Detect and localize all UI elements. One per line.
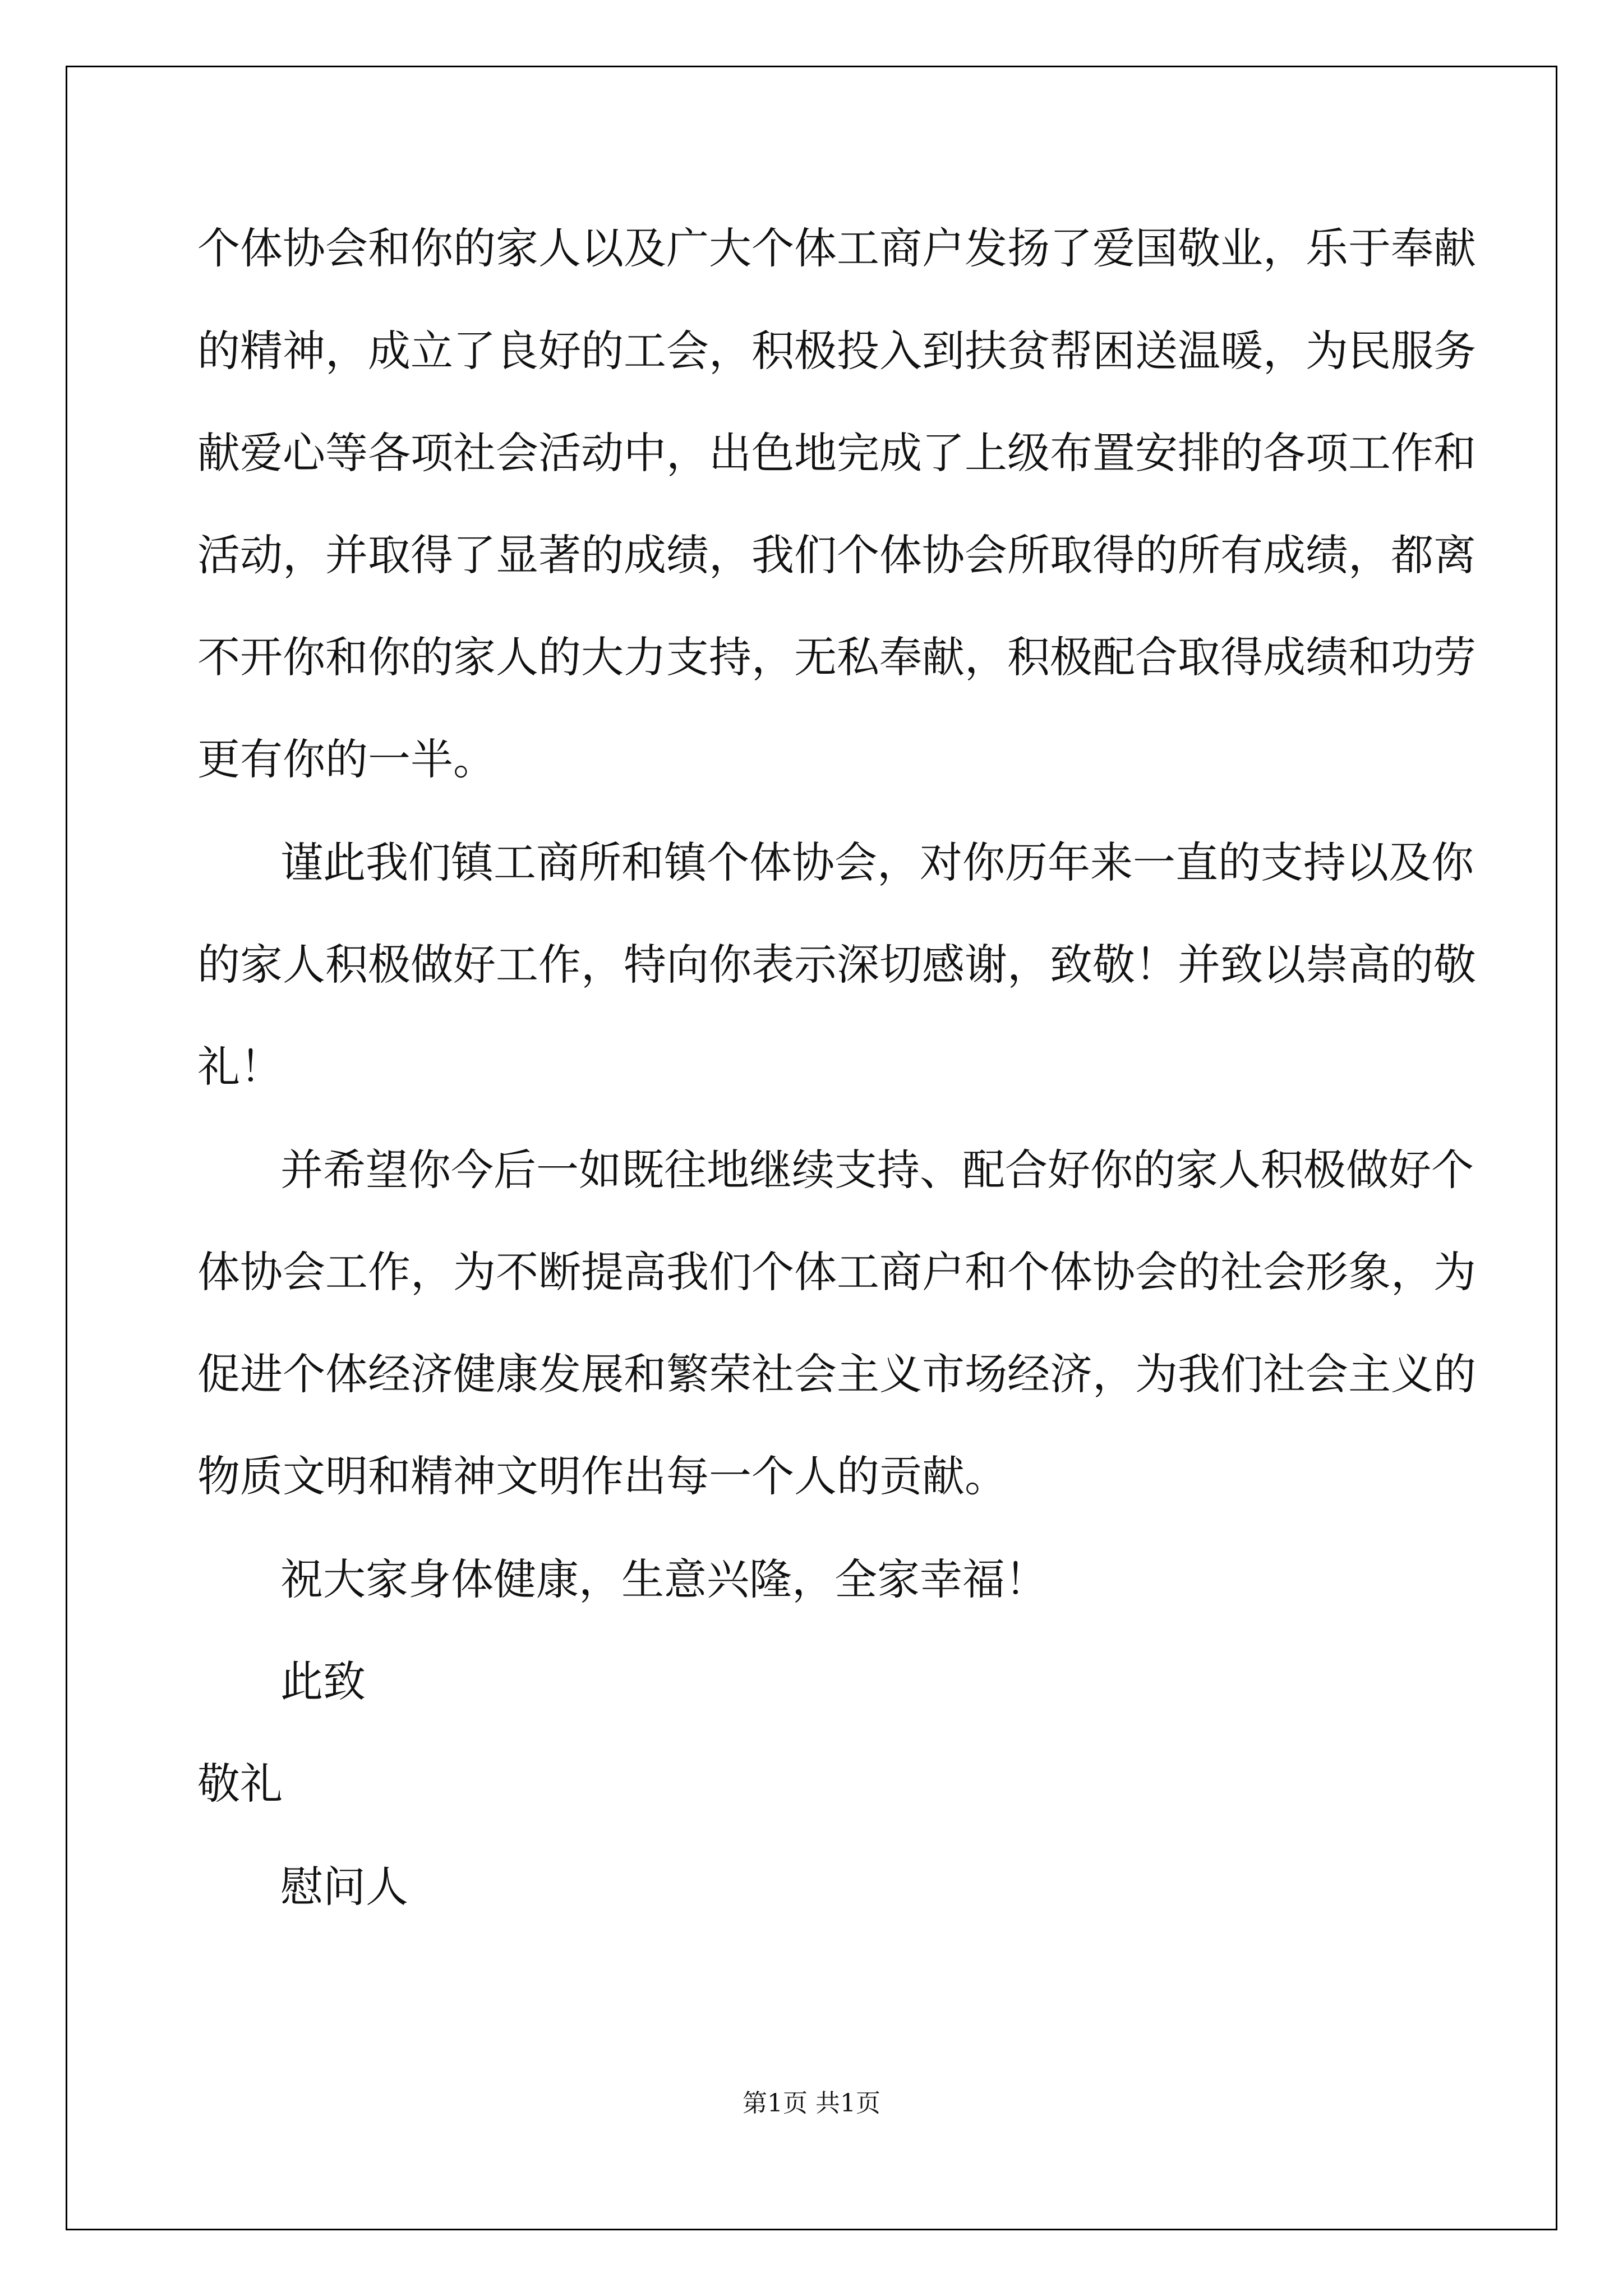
salutation-line: 敬礼 bbox=[197, 1759, 283, 1809]
body-line-10: 并希望你今后一如既往地继续支持、配合好你的家人积极做好个 bbox=[280, 1145, 1474, 1195]
page-footer: 第1页 共1页 bbox=[743, 2089, 880, 2118]
body-line-3: 献爱心等各项社会活动中，出色地完成了上级布置安排的各项工作和 bbox=[197, 428, 1476, 478]
body-line-11: 体协会工作，为不断提高我们个体工商户和个体协会的社会形象，为 bbox=[197, 1247, 1476, 1297]
body-line-6: 更有你的一半。 bbox=[197, 734, 496, 784]
body-line-8: 的家人积极做好工作，特向你表示深切感谢，致敬！并致以崇高的敬 bbox=[197, 940, 1476, 990]
body-line-2: 的精神，成立了良好的工会，积极投入到扶贫帮困送温暖，为民服务 bbox=[197, 326, 1476, 376]
body-line-13: 物质文明和精神文明作出每一个人的贡献。 bbox=[197, 1451, 1007, 1501]
body-line-7: 谨此我们镇工商所和镇个体协会，对你历年来一直的支持以及你 bbox=[280, 838, 1474, 887]
body-line-12: 促进个体经济健康发展和繁荣社会主义市场经济，为我们社会主义的 bbox=[197, 1349, 1476, 1399]
body-line-1: 个体协会和你的家人以及广大个体工商户发扬了爱国敬业，乐于奉献 bbox=[197, 223, 1476, 273]
body-line-9: 礼！ bbox=[197, 1042, 283, 1092]
body-line-5: 不开你和你的家人的大力支持，无私奉献，积极配合取得成绩和功劳 bbox=[197, 632, 1476, 682]
closing-line: 此致 bbox=[280, 1657, 366, 1706]
greeting-line: 祝大家身体健康，生意兴隆，全家幸福！ bbox=[280, 1554, 1048, 1604]
signature-line: 慰问人 bbox=[280, 1862, 408, 1912]
body-line-4: 活动，并取得了显著的成绩，我们个体协会所取得的所有成绩，都离 bbox=[197, 530, 1476, 580]
